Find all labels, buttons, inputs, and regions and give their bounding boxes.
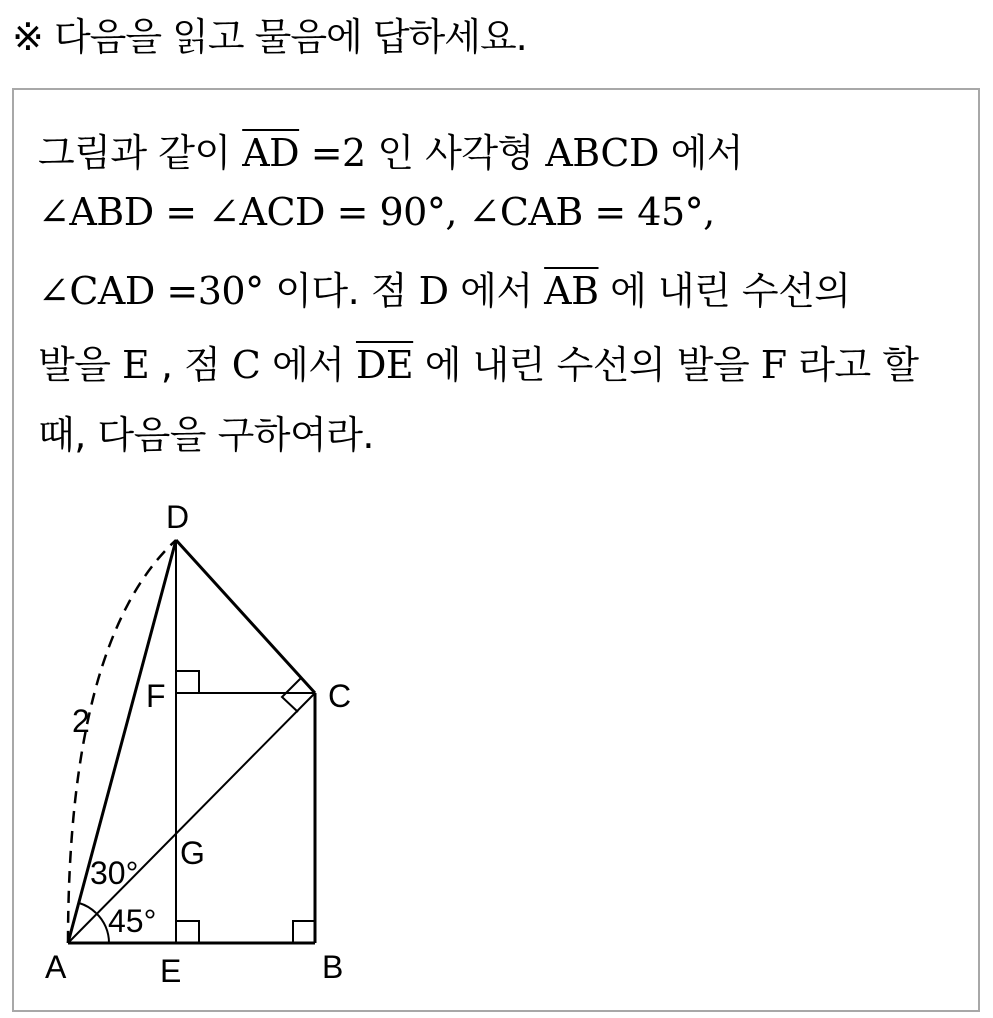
text-segment: 에서 (670, 131, 743, 175)
label-d: D (166, 499, 190, 535)
text-segment: 그림과 같이 (38, 131, 243, 175)
segment-ab: $\overline{AB}$ (544, 269, 599, 313)
text-segment: 발을 (38, 343, 122, 387)
angle-30-arc (79, 903, 96, 913)
label-side-length: 2 (72, 703, 90, 739)
label-c: C (328, 678, 352, 714)
text-segment: 에 내린 수선의 발을 (424, 343, 761, 387)
instruction-text: 다음을 읽고 물음에 답하세요. (53, 15, 527, 59)
segment-de: $\overline{DE}$ (355, 343, 414, 387)
equals-two: =2 (310, 131, 366, 175)
label-angle-30: 30° (90, 855, 139, 891)
label-angle-45: 45° (108, 903, 157, 939)
label-e: E (160, 953, 182, 989)
point-e: E (122, 343, 150, 387)
reference-mark-icon: ※ (12, 15, 43, 59)
point-c: C (231, 343, 261, 387)
point-f: F (760, 343, 787, 387)
text-segment: 에 내린 수선의 (610, 269, 851, 313)
label-g: G (180, 835, 205, 871)
segment-ac-line (68, 693, 315, 943)
text-segment: 라고 할 (798, 343, 919, 387)
label-b: B (322, 949, 344, 985)
angle-cad: ∠CAD =30° (38, 269, 264, 313)
right-angle-f-icon (176, 671, 199, 693)
label-a: A (45, 949, 67, 985)
text-segment: 에서 (271, 343, 356, 387)
right-angle-e-icon (176, 921, 199, 943)
label-f: F (146, 678, 166, 714)
text-segment: 인 사각형 (377, 131, 546, 175)
angle-conditions: ∠ABD = ∠ACD = 90°, ∠CAB = 45°, (38, 190, 715, 234)
text-segment: 이다. 점 (275, 269, 419, 313)
text-segment: , 점 (160, 343, 232, 387)
question-prompt: 때, 다음을 구하여라. (38, 413, 374, 457)
quadrilateral-name: ABCD (545, 131, 659, 175)
point-d: D (418, 269, 449, 313)
segment-ad: $\overline{AD}$ (242, 131, 300, 175)
right-angle-b-icon (293, 921, 315, 943)
right-angle-c-icon (282, 678, 301, 712)
text-segment: 에서 (460, 269, 545, 313)
